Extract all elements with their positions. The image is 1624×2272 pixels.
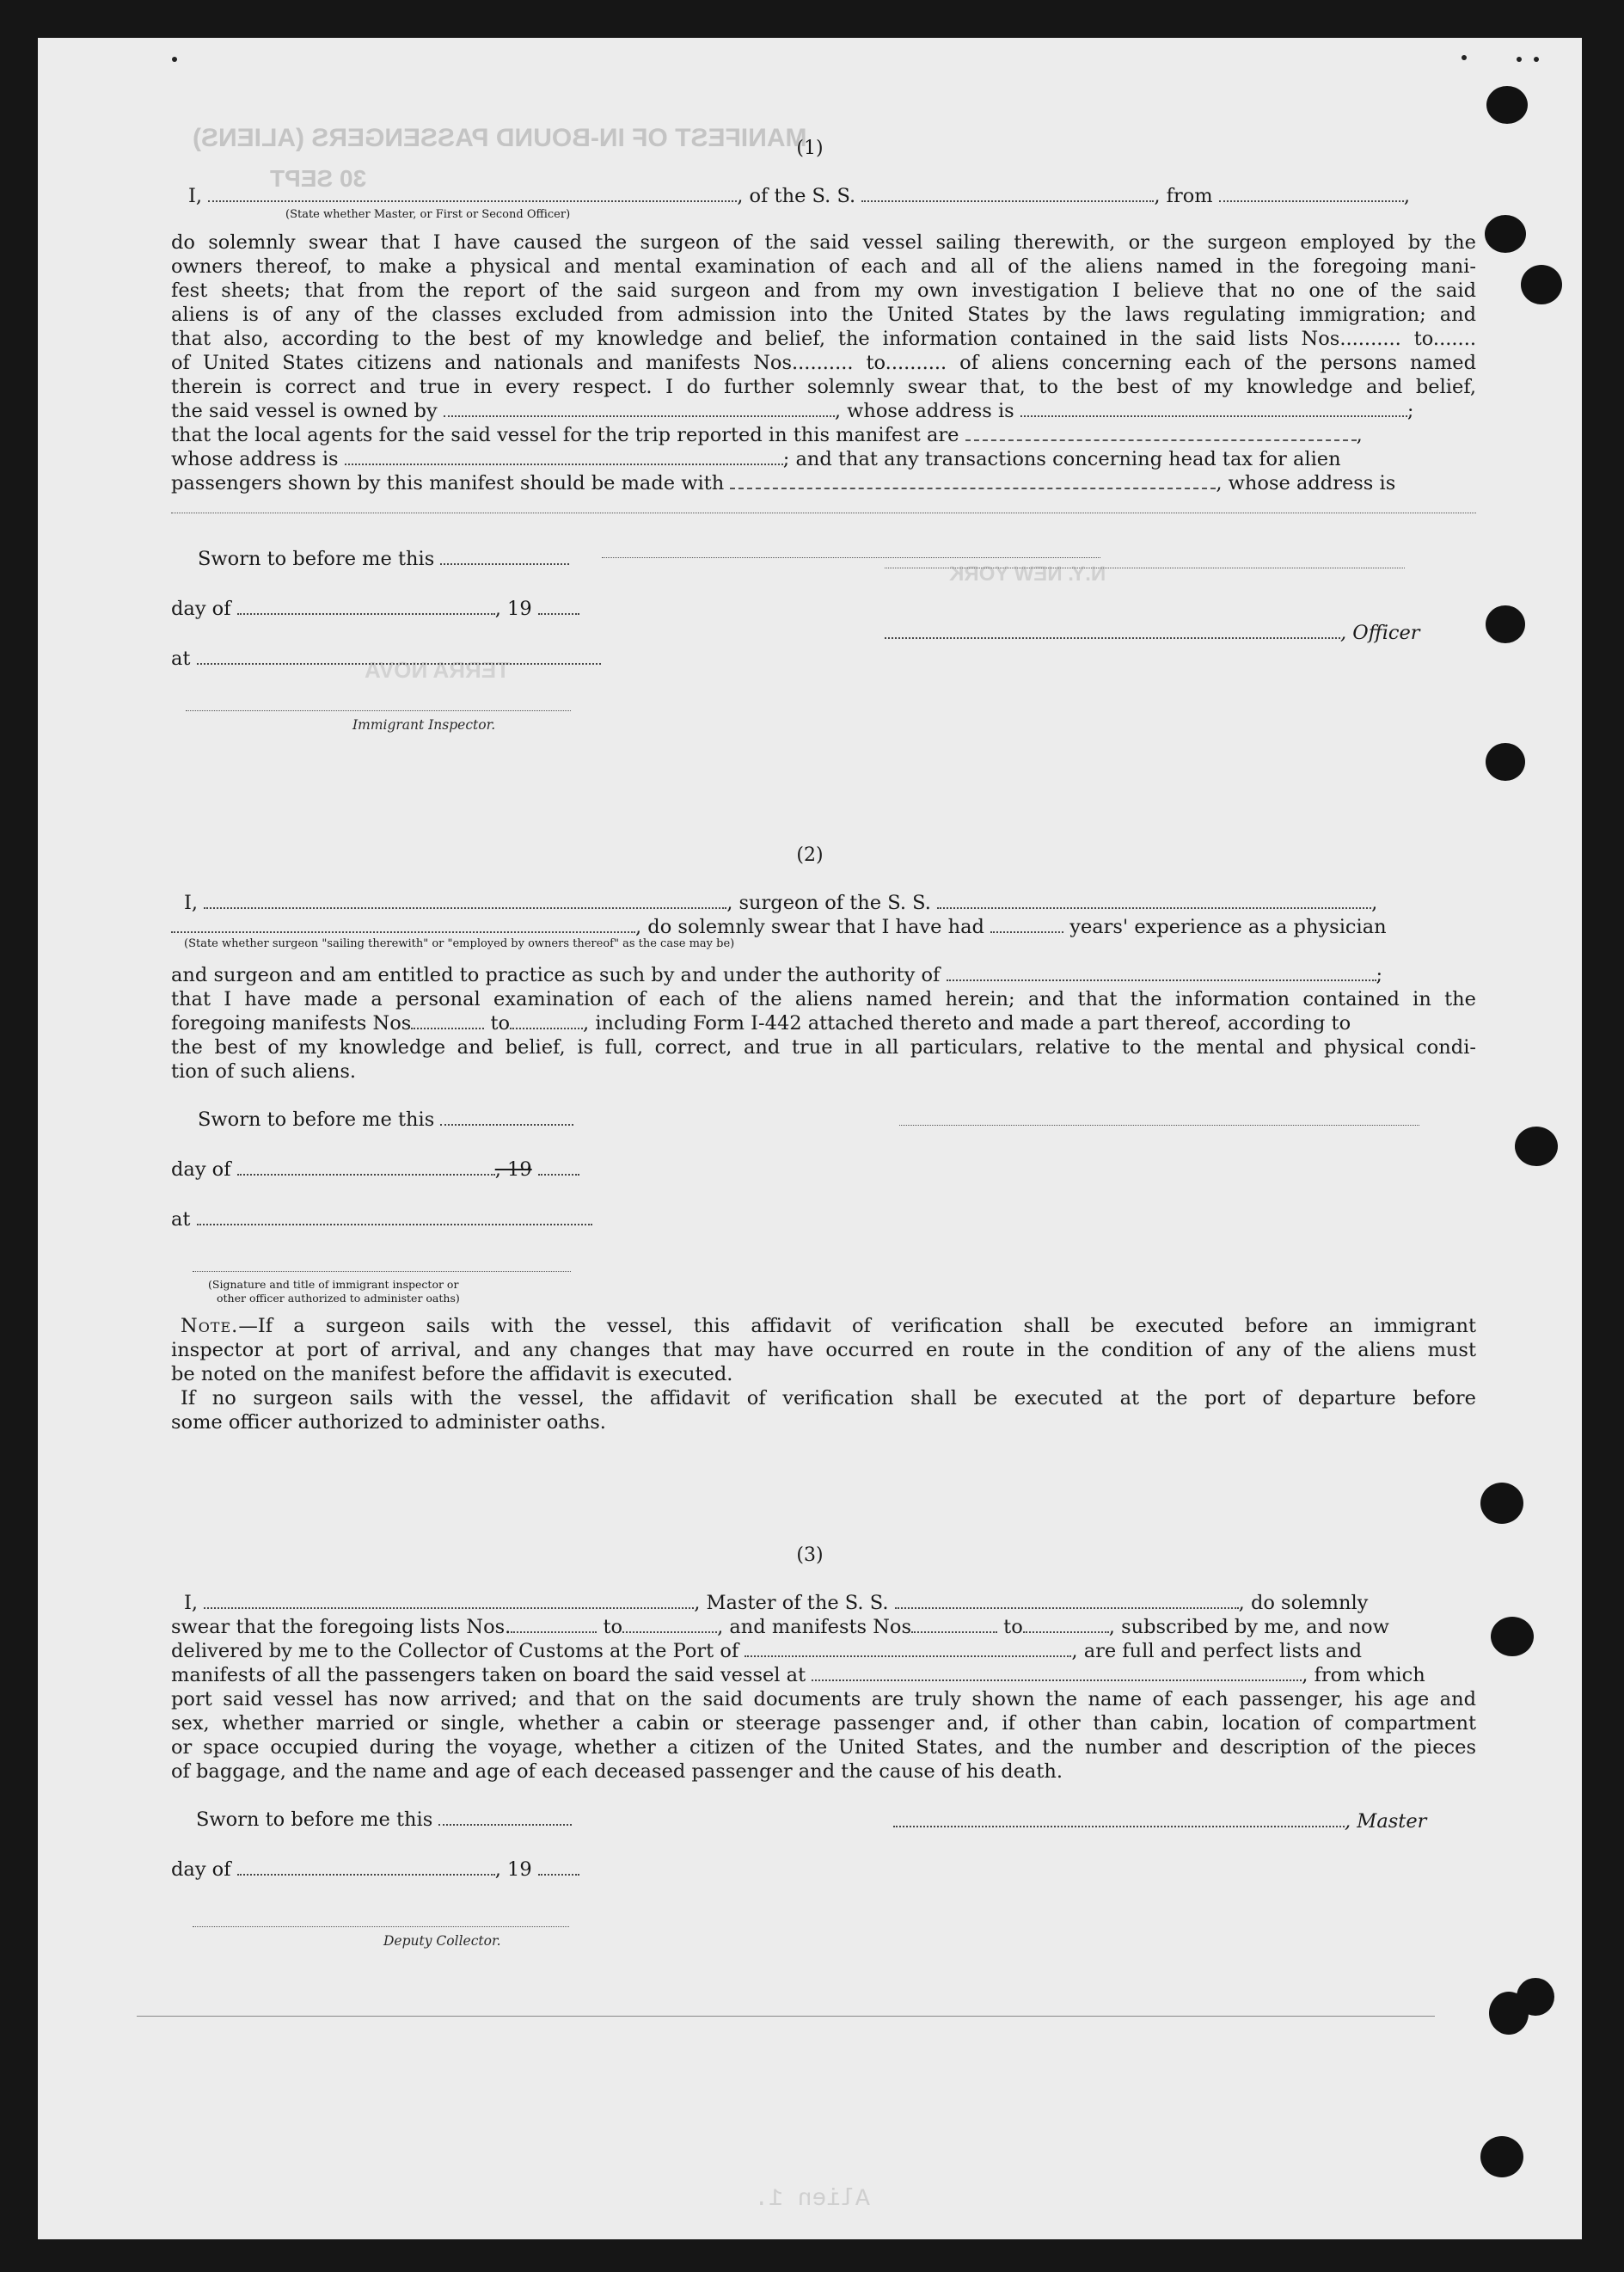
s1-passengers-line: passengers shown by this manifest should be made with , whose address is [171,472,1396,494]
punch-hole [1491,1617,1534,1656]
s3-line3: delivered by me to the Collector of Customs at the Port of , are full and perfect lists and [171,1640,1363,1662]
punch-hole [1480,2136,1523,2177]
bleed-through: MANIFEST OF IN-BOUND PASSENGERS (ALIENS) 30 SEPT TERRA NOVA N.Y. NEW YORK [193,124,1106,683]
s2-line4: that I have made a personal examination of each of the aliens named herein; and that the information contained in the [171,988,1476,1010]
punch-hole [1521,265,1562,304]
section-3-number: (3) [796,1544,824,1566]
ghost-title: MANIFEST OF IN-BOUND PASSENGERS (ALIENS) [193,124,807,152]
s1-day-line: day of , 19 [171,597,579,621]
s1-sworn-line: Sworn to before me this [198,547,569,571]
s1-rank-note: (State whether Master, or First or Second Officer) [285,208,571,221]
ghost-footer: Alien 1. [754,2186,870,2213]
punch-hole [1486,86,1528,124]
s2-line1: I, , surgeon of the S. S. , [184,892,1378,914]
s3-line1: I, , Master of the S. S. , do solemnly [184,1592,1369,1614]
s2-sig-note-2: other officer authorized to administer oaths) [217,1292,460,1305]
s1-officer-line: , Officer [885,621,1420,645]
s3-sworn-line: Sworn to before me this [196,1808,572,1832]
punch-hole [1489,1992,1529,2035]
s2-sworn-line: Sworn to before me this [198,1108,573,1132]
section-2-number: (2) [796,844,824,866]
punch-hole [1486,605,1525,643]
s2-line3: and surgeon and am entitled to practice as such by and under the authority of ; [171,964,1383,986]
punch-hole [1480,1483,1523,1524]
s3-day-line: day of , 19 [171,1858,579,1882]
s1-line1: I, , of the S. S. , from , [188,185,1410,207]
s3-line4: manifests of all the passengers taken on board the said vessel at , from which [171,1664,1425,1686]
punch-hole [1515,1127,1558,1166]
s2-line5: foregoing manifests Nos to , including Form I-442 attached thereto and made a part thereof, according to [171,1012,1351,1035]
document-page: MANIFEST OF IN-BOUND PASSENGERS (ALIENS) 30 SEPT TERRA NOVA N.Y. NEW YORK (1) I, , of the S. S. , from , (State whether Master, or First or Second Officer) do solemnly swear that I have caused the surgeon of the said vessel sailing therewith, or the surgeon employed by the owners thereof, to make a physical and mental examination of each and all of the aliens named in the foregoing mani- fest sheets; that from the report of the said surgeon and from my own investigation I believe that no one of the said aliens is of any of the classes excluded from admission into the United States by the laws regulating immigration; and that also, according to the best of my knowledge and belief, the information contained in the said lists Nos.......... to....... of United States citizens and nationals and manifests Nos.......... to.......... of aliens concerning each of the persons named therein is correct and true in every respect. I do further solemnly swear that, to the best of my knowledge and belief, the said vessel is owned by , whose address is ; that the local agents for the said vessel for the trip reported in this manifest are , whose address is ; and that any transactions concerning head tax for alien passengers shown by this manifest should be made with , whose address is Sworn to before me this day of , 19 , Officer at Immigrant Inspector. (2) I, , surgeon of the S. S. , , do solemnly swear that I have had years' experience as a physician (State whether surgeon "sailing therewith" or "employed by owners thereof" as the case may be) and surgeon and am entitled to practice as such by and under the authority of ; that I have made a personal examination of each of the aliens named herein; and that the information contained in the foregoing manifests Nos to , including Form I-442 attached thereto and made a part thereof, according to the best of my knowledge and belief, is full, correct, and true in all particulars, relative to the mental and physical condi- tion of such aliens. Sworn to before me this day of , 19 at (Signature and title of immigrant inspector or other officer authorized to administer oaths) Note.—If a surgeon sails with the vessel, this affidavit of verification shall be executed before an immigrant inspector at port of arrival, and any changes that may have occurred en route in the condition of any of the aliens must be noted on the manifest before the affidavit is executed. If no surgeon sails with the vessel, the affidavit of verification shall be executed at the port of departure before some officer authorized to administer oaths. (3) I, , Master of the S. S. , do solemnly swear that the foregoing lists Nos. to , and manifests Nos to , subscribed by me, and now delivered by me to the Collector of Customs at the Port of , are full and perfect lists and manifests of all the passengers taken on board the said vessel at , from which port said vessel has now arrived; and that on the said documents are truly shown the name of each passenger, his age and sex, whether married or single, whether a cabin or steerage passenger and, if other than cabin, location of compartment or space occupied during the voyage, whether a citizen of the United States, and the number and description of the pieces of baggage, and the name and age of each deceased passenger and the cause of his death. Sworn to before me this , Master day of , 19 Deputy Collector. [38,38,1582,2239]
s3-line2: swear that the foregoing lists Nos. to , and manifests Nos to , subscribed by me, and now [171,1616,1389,1638]
s1-agents-line: that the local agents for the said vessel for the trip reported in this manifest are , [171,424,1363,446]
s2-line2: , do solemnly swear that I have had years' experience as a physician [171,915,1387,939]
section-1-number: (1) [796,138,824,159]
s2-line6: the best of my knowledge and belief, is full, correct, and true in all particulars, relative to the mental and physical condi- [171,1036,1476,1059]
bottom-rule [137,2016,1435,2017]
s1-at-line: at [171,647,601,671]
punch-hole [1485,215,1526,253]
s2-surgeon-note: (State whether surgeon "sailing therewith" or "employed by owners thereof" as the case may be) [184,937,735,950]
s2-at-line: at [171,1207,592,1231]
s1-whose-line: whose address is ; and that any transactions concerning head tax for alien [171,448,1341,470]
s2-sig-note-1: (Signature and title of immigrant inspector or [208,1278,459,1291]
ghost-date: 30 SEPT [270,165,367,192]
s3-collector-caption: Deputy Collector. [383,1933,501,1949]
s1-inspector-caption: Immigrant Inspector. [352,717,496,733]
s2-line7: tion of such aliens. [171,1060,357,1083]
s2-day-line: day of , 19 [171,1157,579,1182]
s3-master-line: , Master [893,1809,1426,1833]
punch-hole [1486,743,1525,781]
s1-owner-line: the said vessel is owned by , whose address is ; [171,400,1414,422]
